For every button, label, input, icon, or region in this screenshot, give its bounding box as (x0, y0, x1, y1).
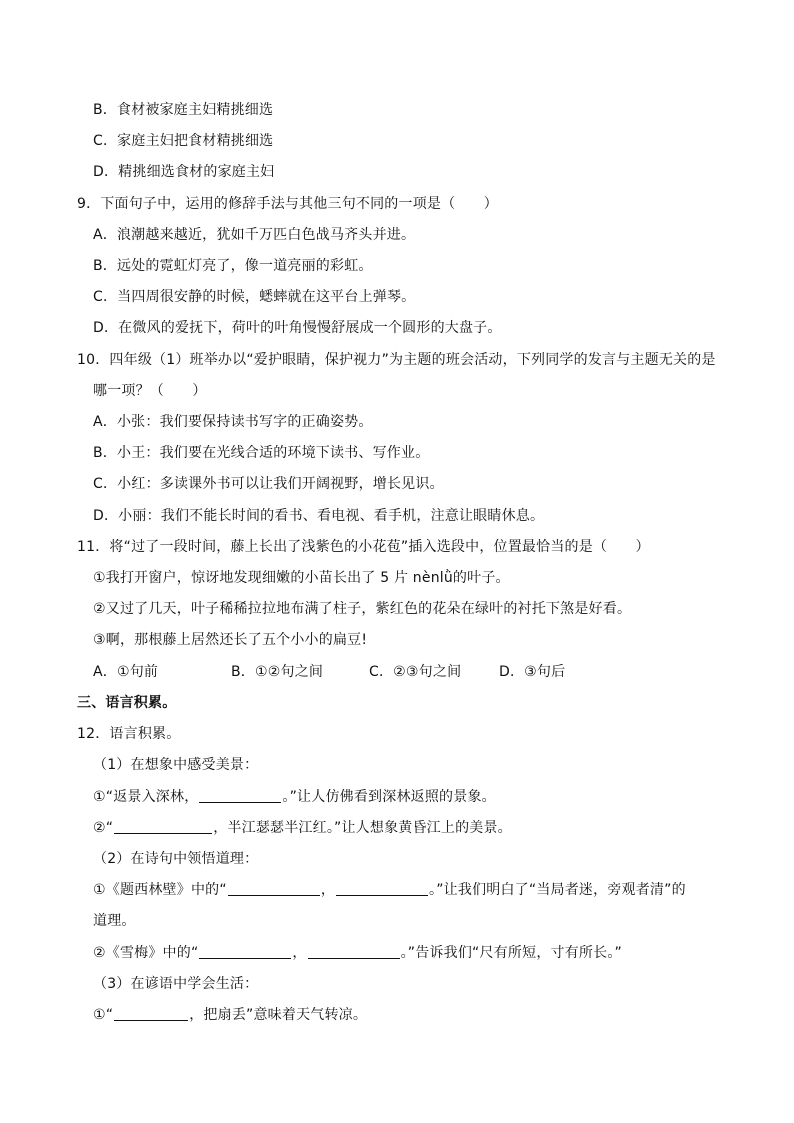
q12-p1-item2-post: ，半江瑟瑟半江红。”让人想象黄昏江上的美景。 (213, 820, 512, 836)
q11-option-c: C．②③句之间 (369, 664, 462, 680)
q11-sentence-1: ①我打开窗户，惊讶地发现细嫩的小苗长出了 5 片 nènlǜ的叶子。 (93, 570, 510, 586)
q8-option-c: C．家庭主妇把食材精挑细选 (93, 133, 274, 149)
q11-options (93, 662, 565, 682)
q12-p2-item2 (93, 943, 622, 963)
q11-stem: 11．将“过了一段时间，藤上长出了浅紫色的小花苞”插入选段中，位置最恰当的是（ ） (77, 539, 650, 555)
q12-p3-item1-pre: ①“ (93, 1007, 114, 1023)
q12-p1-item2-pre: ②“ (93, 820, 114, 836)
q12-p2-item1 (93, 880, 686, 900)
q12-p3-item1-post: ，把扇丢”意味着天气转凉。 (189, 1007, 368, 1023)
q9-option-d: D．在微风的爱抚下，荷叶的叶角慢慢舒展成一个圆形的大盘子。 (93, 320, 502, 336)
q11-option-a: A．①句前 (93, 664, 159, 680)
q12-p2-item1-post: 。”让我们明白了“当局者迷，旁观者清”的 (429, 882, 686, 898)
q12-p2-item2-blank-2[interactable] (308, 944, 400, 959)
q12-p2-item1-mid: ， (320, 882, 336, 898)
q12-p2-item2-pre: ②《雪梅》中的“ (93, 945, 199, 961)
q11-sentence-2: ②又过了几天，叶子稀稀拉拉地布满了柱子，紫红色的花朵在绿叶的衬托下煞是好看。 (93, 601, 632, 617)
q12-p2-item1-blank-2[interactable] (336, 881, 428, 896)
q8-option-b: B．食材被家庭主妇精挑细选 (93, 102, 274, 118)
q8-option-d: D．精挑细选食材的家庭主妇 (93, 164, 275, 180)
q12-p2-item2-blank-1[interactable] (199, 944, 291, 959)
q12-p2-item1-pre: ①《题西林壁》中的“ (93, 882, 227, 898)
q9-option-a: A．浪潮越来越近，犹如千万匹白色战马齐头并进。 (93, 227, 416, 243)
q12-p1-item2 (93, 818, 512, 838)
q12-part2-title: （2）在诗句中领悟道理： (93, 851, 259, 867)
q12-part3-title: （3）在谚语中学会生活： (93, 976, 259, 992)
q12-p3-item1 (93, 1005, 367, 1025)
q9-option-c: C．当四周很安静的时候，蟋蟀就在这平台上弹琴。 (93, 289, 416, 305)
q10-option-c: C．小红：多读课外书可以让我们开阔视野，增长见识。 (93, 476, 444, 492)
q11-sentence-3: ③啊，那根藤上居然还长了五个小小的扁豆! (93, 632, 368, 648)
q10-stem-line2: 哪一项？（ ） (93, 383, 207, 399)
q12-p2-item1-blank-1[interactable] (228, 881, 320, 896)
q12-p3-item1-blank[interactable] (114, 1006, 188, 1021)
q12-p2-item1-cont: 道理。 (93, 913, 136, 929)
q9-stem: 9．下面句子中，运用的修辞手法与其他三句不同的一项是（ ） (77, 196, 498, 212)
q9-option-b: B．远处的霓虹灯亮了，像一道亮丽的彩虹。 (93, 258, 373, 274)
q12-p1-item1 (93, 787, 496, 807)
q10-option-a: A．小张：我们要保持读书写字的正确姿势。 (93, 414, 373, 430)
q10-stem-line1: 10．四年级（1）班举办以“爱护眼睛，保护视力”为主题的班会活动，下列同学的发言与主题无关的是 (77, 352, 716, 368)
q11-option-b: B．①②句之间 (231, 664, 324, 680)
q11-option-d: D．③句后 (499, 664, 566, 680)
section-3-heading: 三、语言积累。 (77, 695, 177, 711)
q12-p2-item2-mid: ， (292, 945, 307, 961)
q12-p2-item2-post: 。”告诉我们“尺有所短，寸有所长。” (400, 945, 622, 961)
q12-p1-item2-blank[interactable] (114, 819, 212, 834)
q10-option-d: D．小丽：我们不能长时间的看书、看电视、看手机，注意让眼睛休息。 (93, 508, 545, 524)
q12-p1-item1-blank[interactable] (199, 788, 281, 803)
q10-option-b: B．小王：我们要在光线合适的环境下读书、写作业。 (93, 445, 430, 461)
q12-part1-title: （1）在想象中感受美景： (93, 757, 259, 773)
q12-p1-item1-pre: ①“返景入深林， (93, 789, 199, 805)
q12-stem: 12．语言积累。 (77, 726, 181, 742)
q12-p1-item1-post: 。”让人仿佛看到深林返照的景象。 (282, 789, 496, 805)
